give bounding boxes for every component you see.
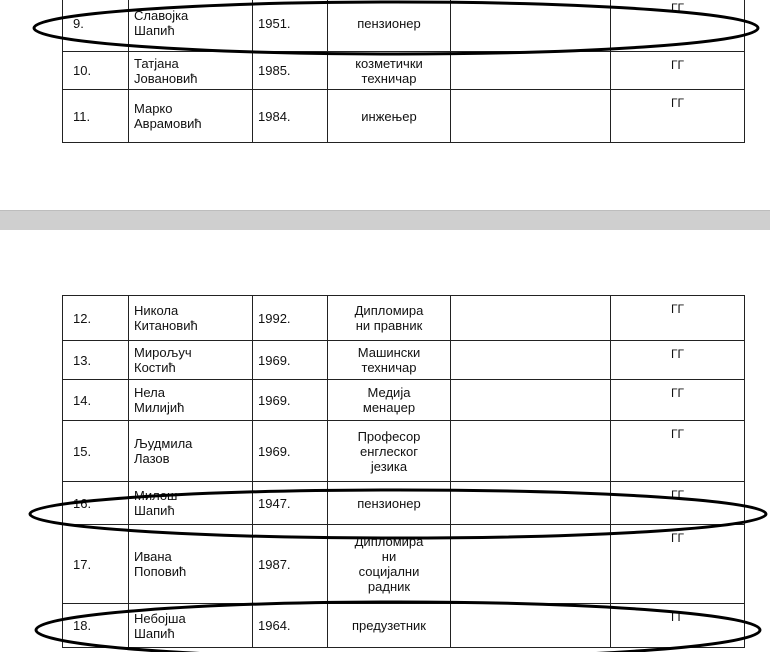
birth-year: 1969.	[253, 421, 328, 482]
occupation-line: пензионер	[357, 15, 421, 31]
table-row	[63, 525, 745, 604]
group-code: ГГ	[611, 341, 745, 380]
table-row	[63, 0, 745, 52]
person-name	[129, 296, 253, 341]
last-name: Костић	[134, 360, 176, 375]
birth-year: 1987.	[253, 525, 328, 604]
person-name	[129, 525, 253, 604]
redaction-block	[453, 298, 608, 338]
redaction-block	[453, 343, 608, 377]
redaction-block	[453, 382, 608, 418]
occupation-line: козметички	[355, 55, 423, 71]
redacted-address	[451, 0, 611, 52]
occupation-line: енглеског	[360, 443, 418, 459]
first-name: Милош	[134, 488, 178, 503]
last-name: Лазов	[134, 451, 170, 466]
row-number: 16.	[63, 482, 129, 525]
last-name: Аврамовић	[134, 116, 202, 131]
redaction-block	[453, 54, 608, 87]
birth-year: 1984.	[253, 90, 328, 143]
occupation-line: инжењер	[361, 108, 417, 124]
person-name	[129, 52, 253, 90]
occupation-line: Професор	[357, 428, 421, 444]
occupation-line: Машински	[357, 345, 421, 360]
redacted-address	[451, 525, 611, 604]
group-code: ГГ	[611, 604, 745, 648]
person-name	[129, 482, 253, 525]
birth-year: 1951.	[253, 0, 328, 52]
occupation-line: Медија	[367, 385, 411, 400]
occupation-line: радник	[367, 579, 411, 594]
last-name: Шапић	[134, 625, 175, 641]
redacted-address	[451, 380, 611, 421]
person-name	[129, 380, 253, 421]
group-code: ГГ	[611, 421, 745, 482]
document-page-top	[0, 0, 770, 210]
row-number: 13.	[63, 341, 129, 380]
person-name	[129, 604, 253, 648]
row-number: 15.	[63, 421, 129, 482]
row-number: 18.	[63, 604, 129, 648]
row-number: 11.	[63, 90, 129, 143]
occupation	[328, 90, 451, 143]
table-row	[63, 421, 745, 482]
first-name: Мироључ	[134, 345, 192, 360]
group-code: ГГ	[611, 52, 745, 90]
table-row	[63, 90, 745, 143]
document-page-bottom	[0, 230, 770, 652]
occupation	[328, 341, 451, 380]
person-name	[129, 0, 253, 52]
occupation	[328, 296, 451, 341]
redacted-address	[451, 482, 611, 525]
occupation	[328, 482, 451, 525]
redacted-address	[451, 90, 611, 143]
last-name: Милијић	[134, 400, 185, 415]
birth-year: 1969.	[253, 380, 328, 421]
last-name: Шапић	[134, 23, 175, 38]
table-row	[63, 296, 745, 341]
occupation	[328, 0, 451, 52]
occupation	[328, 52, 451, 90]
group-code: ГГ	[611, 0, 745, 52]
redacted-address	[451, 52, 611, 90]
redacted-address	[451, 421, 611, 482]
group-code: ГГ	[611, 525, 745, 604]
row-number: 12.	[63, 296, 129, 341]
occupation	[328, 421, 451, 482]
redaction-block	[453, 92, 608, 140]
birth-year: 1947.	[253, 482, 328, 525]
redacted-address	[451, 604, 611, 648]
occupation-line: ни правник	[355, 318, 423, 333]
birth-year: 1992.	[253, 296, 328, 341]
person-name	[129, 90, 253, 143]
candidates-table-bottom	[62, 295, 745, 648]
group-code: ГГ	[611, 90, 745, 143]
row-number: 14.	[63, 380, 129, 421]
last-name: Китановић	[134, 318, 198, 333]
occupation-line: техничар	[361, 360, 417, 375]
table-row	[63, 380, 745, 421]
redaction-block	[453, 484, 608, 522]
occupation-line: пензионер	[357, 495, 421, 511]
first-name: Небојша	[134, 610, 186, 626]
group-code: ГГ	[611, 380, 745, 421]
redaction-block	[453, 606, 608, 645]
birth-year: 1985.	[253, 52, 328, 90]
first-name: Татјана	[134, 55, 179, 71]
table-row	[63, 341, 745, 380]
group-code: ГГ	[611, 482, 745, 525]
occupation	[328, 380, 451, 421]
occupation	[328, 604, 451, 648]
redacted-address	[451, 341, 611, 380]
occupation-line: језика	[370, 458, 408, 474]
redaction-block	[453, 423, 608, 479]
row-number: 17.	[63, 525, 129, 604]
occupation-line: Дипломира	[354, 303, 424, 318]
first-name: Нела	[134, 385, 166, 400]
last-name: Шапић	[134, 503, 175, 518]
table-row	[63, 604, 745, 648]
occupation-line: социјални	[358, 564, 420, 579]
row-number: 10.	[63, 52, 129, 90]
occupation	[328, 525, 451, 604]
group-code: ГГ	[611, 296, 745, 341]
first-name: Марко	[134, 101, 173, 116]
redaction-block	[453, 0, 608, 49]
first-name: Славојка	[134, 8, 189, 23]
person-name	[129, 421, 253, 482]
first-name: Никола	[134, 303, 179, 318]
first-name: Ивана	[134, 549, 172, 564]
redaction-block	[453, 527, 608, 601]
occupation-line: Дипломира	[354, 534, 424, 549]
occupation-line: предузетник	[352, 618, 426, 633]
table-row	[63, 52, 745, 90]
page-break	[0, 210, 770, 231]
person-name	[129, 341, 253, 380]
redacted-address	[451, 296, 611, 341]
first-name: Људмила	[134, 436, 193, 451]
occupation-line: ни	[381, 549, 397, 564]
table-row	[63, 482, 745, 525]
last-name: Јовановић	[134, 70, 198, 86]
birth-year: 1969.	[253, 341, 328, 380]
occupation-line: техничар	[361, 70, 417, 86]
occupation-line: менаџер	[362, 400, 416, 415]
row-number: 9.	[63, 0, 129, 52]
candidates-table-top	[62, 0, 745, 143]
last-name: Поповић	[134, 564, 187, 579]
birth-year: 1964.	[253, 604, 328, 648]
